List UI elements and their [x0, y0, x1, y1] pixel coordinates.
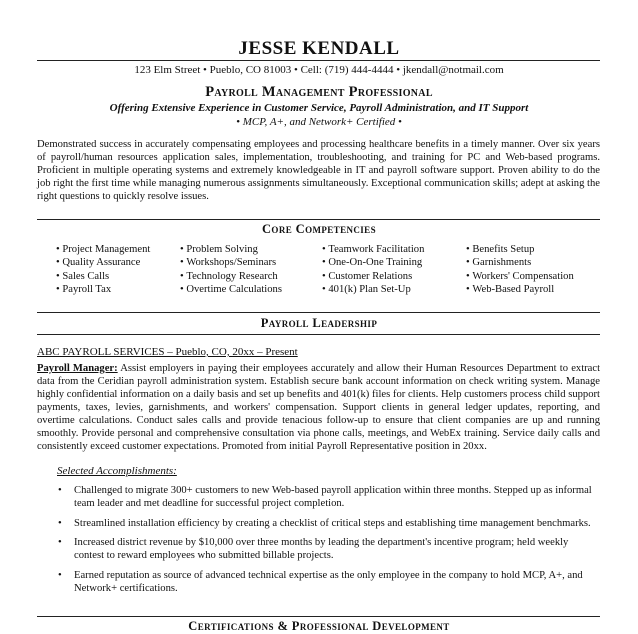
certifications-heading: Certifications & Professional Development [188, 619, 450, 633]
header-rule [37, 60, 600, 61]
competencies-heading: Core Competencies [262, 222, 376, 236]
competency-item: • Benefits Setup [466, 243, 596, 256]
competency-item: • Workshops/Seminars [180, 256, 322, 269]
competency-item: • Sales Calls [56, 270, 180, 283]
leadership-rule [37, 312, 600, 313]
competencies-rule [37, 219, 600, 220]
competencies-grid [56, 243, 616, 297]
competency-item: • Project Management [56, 243, 180, 256]
tagline: Offering Extensive Experience in Customer Service, Payroll Administration, and IT Support [109, 102, 529, 114]
role-description: Assist employers in paying their employees accurately and allow their Human Resources Department to extract data from the Ceridian payroll administration system. Establish secure bank account information on check writing system. Manage highly confidential information on a daily basis and set up benefits and 401(k) files for clients. Help customers process child support payments, taxes, levies, garnishments, and workers' compensation. Support clients in general ledger updates, reporting, and overtime calculations. Conduct sales calls and provide tenacious follow-up to ensure that client companies are up and running smoothly. Provide personal and comprehensive consultation via phone calls, meetings, and WebEx training. Service daily calls and consistently exceed customer expectations. Promoted from initial Payroll Representative position in 20xx. [37, 363, 601, 452]
competency-item: • One-On-One Training [322, 256, 466, 269]
competency-item: • Payroll Tax [56, 283, 180, 296]
competency-item: • Workers' Compensation [466, 270, 596, 283]
competency-item: • Garnishments [466, 256, 596, 269]
competency-column [180, 243, 322, 297]
competency-column [322, 243, 466, 297]
professional-title: Payroll Management Professional [205, 84, 433, 100]
competency-item: • Overtime Calculations [180, 283, 322, 296]
competency-item: • 401(k) Plan Set-Up [322, 283, 466, 296]
summary-paragraph: Demonstrated success in accurately compensating employees and processing healthcare benefits in a timely manner. Over six years of payroll/human resources application sales, implementation, troubleshooting, and training for PC and Web-based programs. Proficient in multiple operating systems and extremely knowledgeable in IT and payroll software support. Proven ability to do the job right the first time while managing numerous assignments simultaneously. Exceptional communication skills; adept at asking the right questions to quickly resolve issues. [37, 139, 600, 202]
job-heading: ABC PAYROLL SERVICES – Pueblo, CO, 20xx – Present [37, 346, 298, 358]
leadership-heading: Payroll Leadership [260, 316, 378, 330]
accomplishments-list [56, 484, 596, 601]
competency-item: • Web-Based Payroll [466, 283, 596, 296]
competency-item: • Quality Assurance [56, 256, 180, 269]
competency-item: • Problem Solving [180, 243, 322, 256]
competency-column [56, 243, 180, 297]
accomplishments-heading: Selected Accomplishments: [57, 465, 177, 477]
accomplishment-item: • Increased district revenue by $10,000 over three months by leading the department's incentive program; held weekly contest to reward employees who submitted billable projects. [56, 536, 596, 562]
competency-item: • Technology Research [180, 270, 322, 283]
competency-column [466, 243, 596, 297]
accomplishment-item: • Streamlined installation efficiency by creating a checklist of critical steps and establishing time management benchmarks. [56, 517, 596, 530]
competency-item: • Teamwork Facilitation [322, 243, 466, 256]
accomplishment-item: • Earned reputation as source of advanced technical expertise as the only employee in the company to hold MCP, A+, and Network+ certifications. [56, 569, 596, 595]
candidate-name: JESSE KENDALL [238, 38, 400, 59]
leadership-underline [37, 334, 600, 335]
certifications-rule [37, 616, 600, 617]
certifications-line: • MCP, A+, and Network+ Certified • [236, 116, 402, 128]
competency-item: • Customer Relations [322, 270, 466, 283]
job-description [37, 362, 600, 453]
role-label: Payroll Manager: [37, 363, 118, 374]
contact-line: 123 Elm Street • Pueblo, CO 81003 • Cell: (719) 444-4444 • jkendall@notmail.com [134, 64, 504, 76]
accomplishment-item: • Challenged to migrate 300+ customers to new Web-based payroll application within three months. Stepped up as informal team leader and met deadline for successful project completion. [56, 484, 596, 510]
